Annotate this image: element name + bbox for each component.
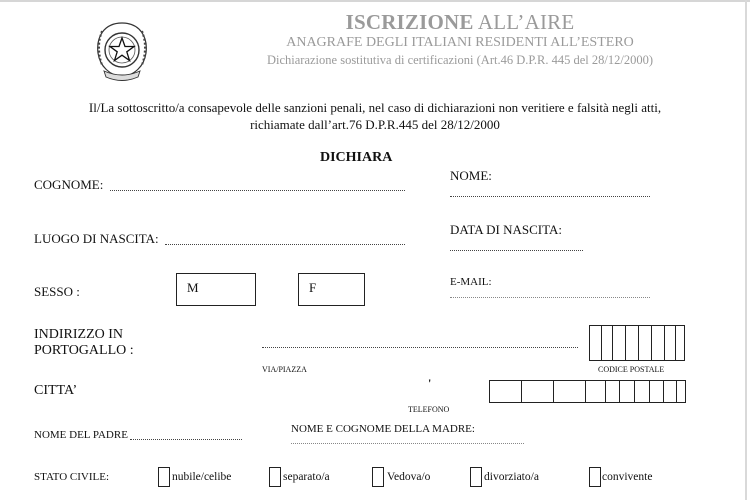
citta-mark: ' <box>428 376 432 390</box>
email-label: E-MAIL: <box>450 276 492 288</box>
indirizzo-label-line-1: INDIRIZZO IN <box>34 327 124 342</box>
postal-cell[interactable] <box>652 326 665 360</box>
intro-line-1: Il/La sottoscritto/a consapevole delle sanzioni penali, nel caso di dichiarazioni non veritiere e falsità negli atti, <box>88 100 662 115</box>
codice-postale-caption: CODICE POSTALE <box>598 365 665 374</box>
postal-cell[interactable] <box>613 326 626 360</box>
postal-cell[interactable] <box>590 326 602 360</box>
postal-cell[interactable] <box>665 326 676 360</box>
sesso-label: SESSO : <box>34 284 80 299</box>
nome-input-line[interactable] <box>450 196 650 197</box>
page-right-border <box>745 0 747 500</box>
email-input-line[interactable] <box>450 297 650 298</box>
nome-padre-label: NOME DEL PADRE <box>34 429 128 441</box>
indirizzo-label-line-2: PORTOGALLO : <box>34 343 134 358</box>
indirizzo-input-line[interactable] <box>262 347 578 348</box>
phone-cell[interactable] <box>554 381 586 402</box>
checkbox-convivente[interactable] <box>589 467 601 487</box>
stato-civile-label: STATO CIVILE: <box>34 471 109 483</box>
postal-cell[interactable] <box>639 326 652 360</box>
option-convivente: convivente <box>602 471 653 483</box>
sesso-f-box[interactable] <box>298 273 365 306</box>
phone-cell[interactable] <box>635 381 650 402</box>
telefono-cells[interactable] <box>489 380 686 403</box>
nome-label: NOME: <box>450 168 492 183</box>
citta-label: CITTA’ <box>34 383 78 398</box>
nome-madre-label: NOME E COGNOME DELLA MADRE: <box>291 423 475 435</box>
declare-heading: DICHIARA <box>320 150 393 165</box>
checkbox-divorziato[interactable] <box>470 467 482 487</box>
document-subtitle: ANAGRAFE DEGLI ITALIANI RESIDENTI ALL’ESTERO <box>286 35 634 50</box>
option-separato: separato/a <box>283 471 330 483</box>
sesso-m-box[interactable] <box>176 273 256 306</box>
phone-cell[interactable] <box>606 381 620 402</box>
data-nascita-input-line[interactable] <box>450 250 583 251</box>
cognome-label: COGNOME: <box>34 177 104 192</box>
sesso-m-label: M <box>187 280 199 295</box>
telefono-caption: TELEFONO <box>408 405 450 414</box>
luogo-nascita-label: LUOGO DI NASCITA: <box>34 231 159 246</box>
via-piazza-caption: VIA/PIAZZA <box>262 365 307 374</box>
document-title: ISCRIZIONE ALL’AIRE <box>345 10 575 34</box>
option-vedova: Vedova/o <box>387 471 431 483</box>
phone-cell[interactable] <box>664 381 677 402</box>
phone-cell[interactable] <box>650 381 664 402</box>
codice-postale-cells[interactable] <box>589 325 685 361</box>
intro-line-2: richiamate dall’art.76 D.P.R.445 del 28/12/2000 <box>250 117 500 132</box>
nome-padre-input-line[interactable] <box>130 439 242 440</box>
phone-cell[interactable] <box>677 381 685 402</box>
page-top-border <box>0 0 750 2</box>
checkbox-separato[interactable] <box>269 467 281 487</box>
data-nascita-label: DATA DI NASCITA: <box>450 222 563 237</box>
checkbox-vedova[interactable] <box>372 467 384 487</box>
phone-cell[interactable] <box>522 381 554 402</box>
option-divorziato: divorziato/a <box>484 471 539 483</box>
phone-cell[interactable] <box>586 381 606 402</box>
phone-cell[interactable] <box>490 381 522 402</box>
phone-cell[interactable] <box>620 381 635 402</box>
luogo-nascita-input-line[interactable] <box>165 244 405 245</box>
emblem-icon <box>90 17 154 85</box>
sesso-f-label: F <box>309 280 317 295</box>
postal-cell[interactable] <box>626 326 639 360</box>
option-nubile-celibe: nubile/celibe <box>172 471 232 483</box>
postal-cell[interactable] <box>602 326 613 360</box>
nome-madre-input-line[interactable] <box>291 443 524 444</box>
document-legal-reference: Dichiarazione sostitutiva di certificazioni (Art.46 D.P.R. 445 del 28/12/2000) <box>266 53 654 67</box>
cognome-input-line[interactable] <box>110 190 405 191</box>
postal-cell[interactable] <box>676 326 684 360</box>
checkbox-nubile-celibe[interactable] <box>158 467 170 487</box>
